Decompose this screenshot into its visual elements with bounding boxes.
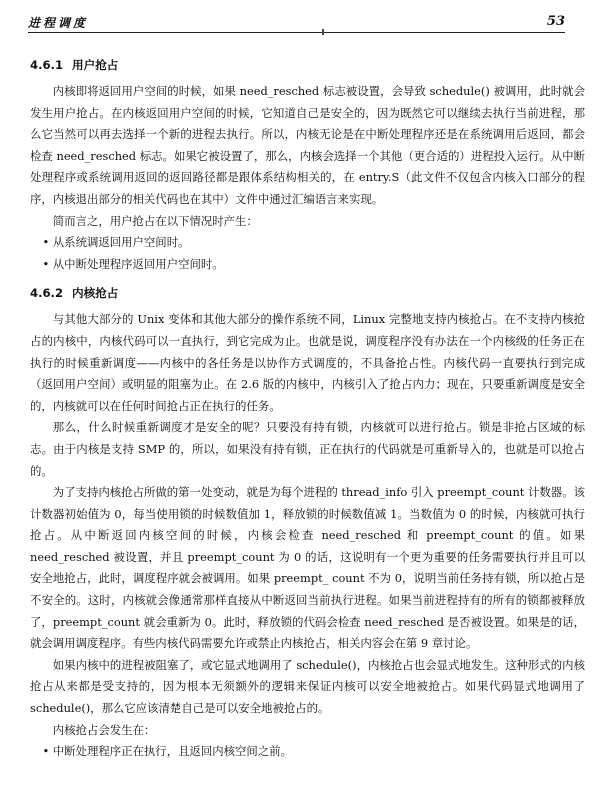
section-heading-kernel-preemption	[30, 283, 585, 303]
bullet-item: • 中断处理程序正在执行，且返回内核空间之前。	[30, 741, 585, 763]
section-title: 用户抢占	[72, 58, 119, 72]
page-body	[30, 55, 585, 763]
page-number: 53	[546, 14, 565, 29]
paragraph: 如果内核中的进程被阻塞了，或它显式地调用了 schedule()，内核抢占也会显式地发生。这种形式的内核抢占从来都是受支持的，因为根本无须额外的逻辑来保证内核可以安全地被抢占。如果代码显式地调用了 schedule()，那么它应该清楚自己是可以安全地被抢占的。	[30, 657, 585, 716]
section-heading-user-preemption	[30, 55, 585, 75]
paragraph: 那么，什么时候重新调度才是安全的呢？只要没有持有锁，内核就可以进行抢占。锁是非抢占区域的标志。由于内核是支持 SMP 的，所以，如果没有持有锁，正在执行的代码就是可重新导入的，也就是可以抢占的。	[30, 420, 585, 478]
section-gap	[30, 275, 585, 283]
running-title: 进程调度	[28, 16, 89, 30]
paragraph: 与其他大部分的 Unix 变体和其他大部分的操作系统不同，Linux 完整地支持内核抢占。在不支持内核抢占的内核中，内核代码可以一直执行，到它完成为止。也就是说，调度程序没有办法在一个内核级的任务正在执行的时候重新调度——内核中的各任务是以协作方式调度的，不具备抢占性。内核代码一直要执行到完成（返回用户空间）或明显的阻塞为止。在 2.6 版的内核中，内核引入了抢占内力；现在，只要重新调度是安全的，内核就可以在任何时间抢占正在执行的任务。	[30, 312, 585, 413]
bullet-item: • 从中断处理程序返回用户空间时。	[30, 254, 585, 276]
section-number: 4.6.1	[30, 58, 64, 72]
running-header	[28, 6, 565, 33]
section-number: 4.6.2	[30, 286, 64, 301]
bullet-item: • 从系统调返回用户空间时。	[30, 232, 585, 254]
section-title: 内核抢占	[72, 286, 119, 301]
header-mark	[322, 29, 324, 35]
paragraph: 内核抢占会发生在：	[52, 722, 156, 737]
paragraph: 内核即将返回用户空间的时候，如果 need_resched 标志被设置，会导致 schedule() 被调用，此时就会发生用户抢占。在内核返回用户空间的时候，它知道自己是安全的，因为既然它可以继续去执行当前进程，那么它当然可以再去选择一个新的进程去执行。所以，内核无论是在中断处理程序还是在系统调用后返回，都会检查 need_resched 标志。如果它被设置了，那么，内核会选择一个其他（更合适的）进程投入运行。从中断处理程序或系统调用返回的返回路径都是跟体系结构相关的，在 entry.S（此文件不仅包含内核入口部分的程序，内核退出部分的相关代码也在其中）文件中通过汇编语言来实现。	[30, 84, 585, 206]
paragraph: 为了支持内核抢占所做的第一处变动，就是为每个进程的 thread_info 引入 preempt_count 计数器。该计数器初始值为 0，每当使用锁的时候数值加 1，释放锁的时候数值减 1。当数值为 0 的时候，内核就可执行抢占。从中断返回内核空间的时候，内核会检查 need_resched 和 preempt_count 的值。如果 need_resched 被设置，并且 preempt_count 为 0 的话，这说明有一个更为重要的任务需要执行并且可以安全地抢占，此时，调度程序就会被调用。如果 preempt_ count 不为 0，说明当前任务持有锁，所以抢占是不安全的。这时，内核就会像通常那样直接从中断返回当前执行进程。如果当前进程持有的所有的锁都被释放了，preempt_count 就会重新为 0。此时，释放锁的代码会检查 need_resched 是否被设置。如果是的话，就会调用调度程序。有些内核代码需要允许或禁止内核抢占，相关内容会在第 9 章讨论。	[30, 485, 585, 651]
paragraph: 简而言之，用户抢占在以下情况时产生：	[52, 213, 258, 228]
